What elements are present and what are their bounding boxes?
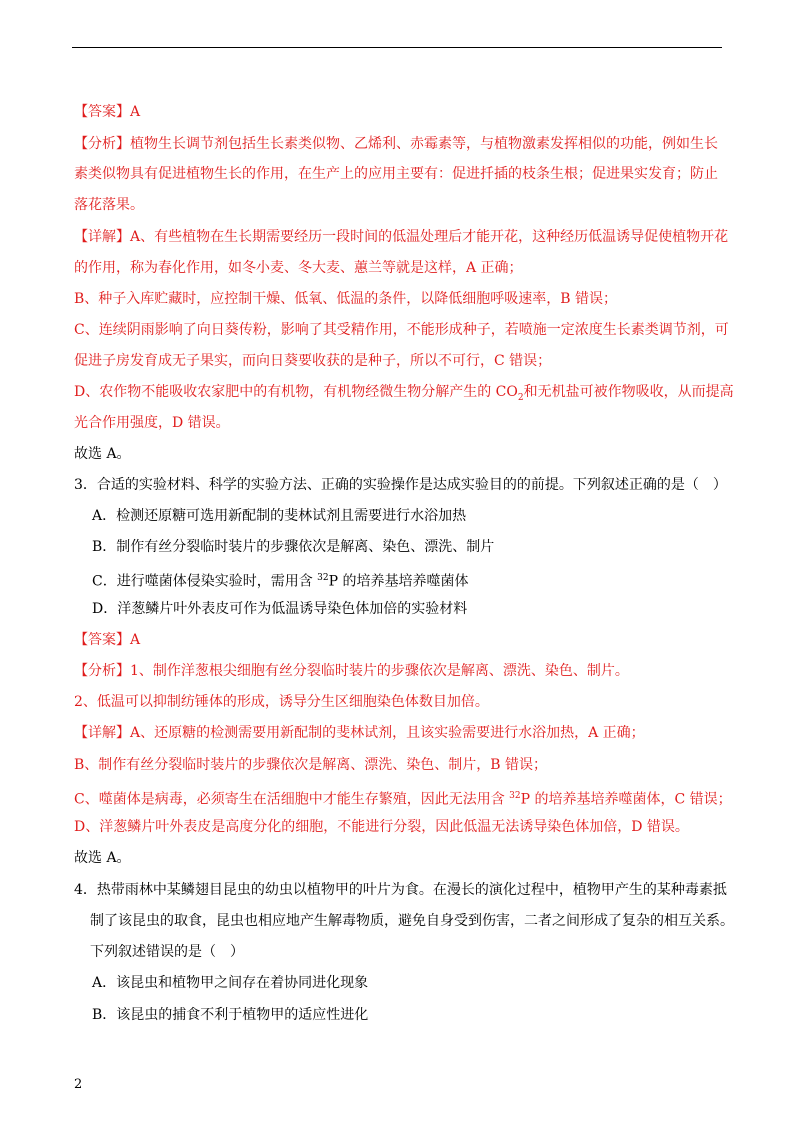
- answer-label: 【答案】: [74, 104, 130, 120]
- q2-detail-line-1: [74, 228, 728, 246]
- q3-detail-text-a: A、还原糖的检测需要用新配制的斐林试剂，且该实验需要进行水浴加热，A 正确；: [130, 725, 645, 741]
- page-number: 2: [74, 1077, 83, 1092]
- q4-stem-line-3: 下列叙述错误的是（ ）: [90, 944, 244, 960]
- answer-label: 【答案】: [74, 632, 130, 648]
- q3-detail-line-a: [74, 724, 645, 742]
- q2-detail-d1-post: 和无机盐可被作物吸收，从而提高: [523, 384, 734, 400]
- q2-detail-line-c1: C、连续阴雨影响了向日葵传粉，影响了其受精作用，不能形成种子，若喷施一定浓度生长素类调节剂，可: [74, 322, 729, 338]
- isotope-superscript: 32: [509, 791, 521, 801]
- q2-answer: A: [130, 104, 141, 120]
- q3-detail-line-c: [74, 787, 732, 809]
- q2-detail-line-b: B、种子入库贮藏时，应控制干燥、低氧、低温的条件，以降低细胞呼吸速率，B 错误；: [74, 291, 618, 307]
- q3-option-b: B．制作有丝分裂临时装片的步骤依次是解离、染色、漂洗、制片: [92, 539, 495, 555]
- q2-detail-text-a1: A、有些植物在生长期需要经历一段时间的低温处理后才能开花，这种经历低温诱导促使植物开花: [130, 229, 729, 245]
- q2-detail-line-c2: 促进子房发育成无子果实，而向日葵要收获的是种子，所以不可行，C 错误；: [74, 353, 552, 369]
- q3-option-c-post: P 的培养基培养噬菌体: [328, 573, 469, 590]
- detail-label: 【详解】: [74, 725, 130, 741]
- q4-stem-line-2: 制了该昆虫的取食，昆虫也相应地产生解毒物质，避免自身受到伤害，二者之间形成了复杂的相互关系。: [90, 913, 734, 929]
- q2-analysis-line-1: [74, 135, 718, 153]
- analysis-label: 【分析】: [74, 663, 130, 679]
- header-rule: [72, 47, 722, 48]
- q3-stem: 3．合适的实验材料、科学的实验方法、正确的实验操作是达成实验目的的前提。下列叙述正确的是（ ）: [74, 477, 727, 493]
- q3-detail-line-d: D、洋葱鳞片叶外表皮是高度分化的细胞，不能进行分裂，因此低温无法诱导染色体加倍，D 错误。: [74, 819, 689, 835]
- q3-option-a: A．检测还原糖可选用新配制的斐林试剂且需要进行水浴加热: [92, 508, 467, 524]
- q3-answer: A: [130, 632, 141, 648]
- q3-conclusion: 故选 A。: [74, 850, 131, 866]
- q3-option-c-pre: C．进行噬菌体侵染实验时，需用含: [92, 573, 318, 590]
- q2-conclusion: 故选 A。: [74, 446, 131, 462]
- q2-analysis-text-1: 植物生长调节剂包括生长素类似物、乙烯利、赤霉素等，与植物激素发挥相似的功能，例如生长: [130, 136, 718, 152]
- q3-detail-line-b: B、制作有丝分裂临时装片的步骤依次是解离、漂洗、染色、制片，B 错误；: [74, 757, 548, 773]
- q2-answer-line: [74, 103, 140, 121]
- q3-option-d: D．洋葱鳞片叶外表皮可作为低温诱导染色体加倍的实验材料: [92, 601, 468, 617]
- q4-option-a: A．该昆虫和植物甲之间存在着协同进化现象: [92, 975, 369, 991]
- q3-option-c: [92, 569, 469, 591]
- isotope-superscript: 32: [317, 573, 329, 583]
- detail-label: 【详解】: [74, 229, 130, 245]
- q4-stem-line-1: 4．热带雨林中某鳞翅目昆虫的幼虫以植物甲的叶片为食。在漫长的演化过程中，植物甲产生的某种毒素抵: [74, 882, 727, 898]
- q4-option-b: B．该昆虫的捕食不利于植物甲的适应性进化: [92, 1007, 369, 1023]
- q3-detail-c-pre: C、噬菌体是病毒，必须寄生在活细胞中才能生存繁殖，因此无法用含: [74, 791, 510, 808]
- q2-analysis-line-2: 素类似物具有促进植物生长的作用，在生产上的应用主要有：促进扦插的枝条生根；促进果实发育；防止: [74, 166, 718, 182]
- q2-detail-d1-pre: D、农作物不能吸收农家肥中的有机物，有机物经微生物分解产生的 CO: [74, 384, 518, 400]
- q2-detail-line-d2: 光合作用强度，D 错误。: [74, 415, 230, 431]
- analysis-label: 【分析】: [74, 136, 130, 152]
- q3-detail-c-post: P 的培养基培养噬菌体，C 错误；: [520, 791, 732, 808]
- q2-detail-line-d1: [74, 383, 734, 407]
- q3-analysis-text-1: 1、制作洋葱根尖细胞有丝分裂临时装片的步骤依次是解离、漂洗、染色、制片。: [130, 663, 629, 679]
- q3-answer-line: [74, 631, 140, 649]
- q3-analysis-line-1: [74, 662, 629, 680]
- q3-analysis-line-2: 2、低温可以抑制纺锤体的形成，诱导分生区细胞染色体数目加倍。: [74, 694, 489, 710]
- q2-analysis-line-3: 落花落果。: [74, 197, 144, 213]
- q2-detail-line-2: 的作用，称为春化作用，如冬小麦、冬大麦、蕙兰等就是这样，A 正确；: [74, 260, 523, 276]
- co2-subscript: 2: [517, 392, 524, 403]
